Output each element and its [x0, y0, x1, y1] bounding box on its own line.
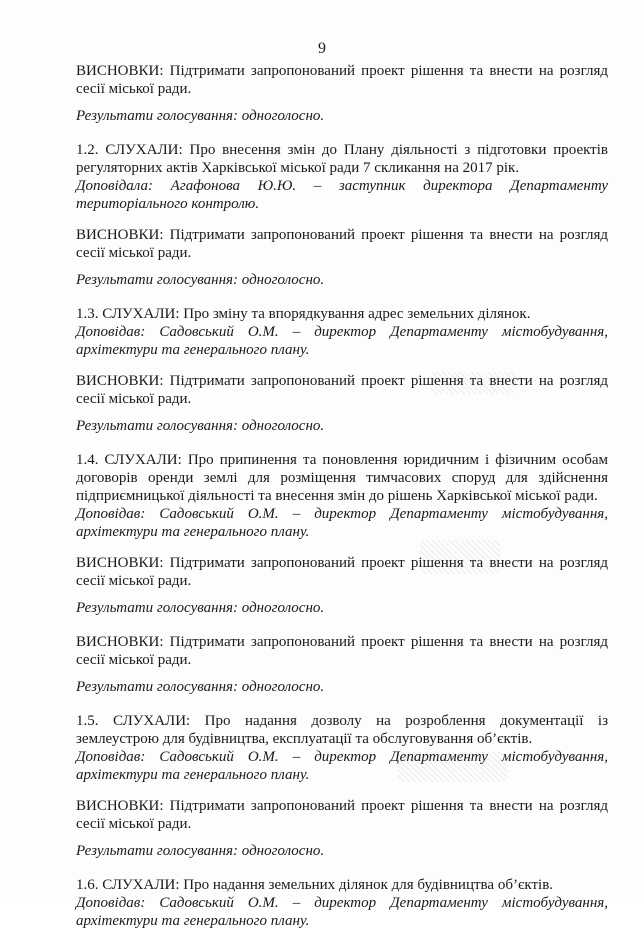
speaker-line: Доповідав: Садовський О.М. – директор Департаменту містобудування, архітектури та генерального плану.	[76, 895, 608, 929]
conclusion-paragraph: ВИСНОВКИ: Підтримати запропонований проект рішення та внести на розгляд сесії міської ради.	[76, 634, 608, 668]
conclusion-paragraph: ВИСНОВКИ: Підтримати запропонований проект рішення та внести на розгляд сесії міської ради.	[76, 227, 608, 261]
page-number: 9	[318, 40, 326, 57]
agenda-item-1-3: 1.3. СЛУХАЛИ: Про зміну та впорядкування адрес земельних ділянок.	[76, 306, 531, 322]
voting-result: Результати голосування: одноголосно.	[76, 108, 325, 124]
voting-result: Результати голосування: одноголосно.	[76, 843, 325, 859]
agenda-item-1-2: 1.2. СЛУХАЛИ: Про внесення змін до Плану діяльності з підготовки проектів регуляторних актів Харківської міської ради 7 скликання на 2017 рік.	[76, 142, 608, 176]
conclusion-paragraph: ВИСНОВКИ: Підтримати запропонований проект рішення та внести на розгляд сесії міської ради.	[76, 373, 608, 407]
voting-result: Результати голосування: одноголосно.	[76, 418, 325, 434]
conclusion-paragraph: ВИСНОВКИ: Підтримати запропонований проект рішення та внести на розгляд сесії міської ради.	[76, 63, 608, 97]
speaker-line: Доповідав: Садовський О.М. – директор Департаменту містобудування, архітектури та генерального плану.	[76, 506, 608, 540]
agenda-item-1-5: 1.5. СЛУХАЛИ: Про надання дозволу на розроблення документації із землеустрою для будівництва, експлуатації та обслуговування об’єктів.	[76, 713, 608, 747]
speaker-line: Доповідав: Садовський О.М. – директор Департаменту містобудування, архітектури та генерального плану.	[76, 324, 608, 358]
voting-result: Результати голосування: одноголосно.	[76, 600, 325, 616]
conclusion-paragraph: ВИСНОВКИ: Підтримати запропонований проект рішення та внести на розгляд сесії міської ради.	[76, 798, 608, 832]
voting-result: Результати голосування: одноголосно.	[76, 272, 325, 288]
conclusion-paragraph: ВИСНОВКИ: Підтримати запропонований проект рішення та внести на розгляд сесії міської ради.	[76, 555, 608, 589]
agenda-item-1-4: 1.4. СЛУХАЛИ: Про припинення та поновлення юридичним і фізичним особам договорів оренди землі для розміщення тимчасових споруд для здійснення підприємницької діяльності та внесення змін до рішень Харківської міської ради.	[76, 452, 608, 504]
agenda-item-1-6: 1.6. СЛУХАЛИ: Про надання земельних ділянок для будівництва об’єктів.	[76, 877, 554, 893]
speaker-line: Доповідав: Садовський О.М. – директор Департаменту містобудування, архітектури та генерального плану.	[76, 749, 608, 783]
document-body	[76, 62, 608, 930]
speaker-line: Доповідала: Агафонова Ю.Ю. – заступник директора Департаменту територіального контролю.	[76, 178, 608, 212]
voting-result: Результати голосування: одноголосно.	[76, 679, 325, 695]
